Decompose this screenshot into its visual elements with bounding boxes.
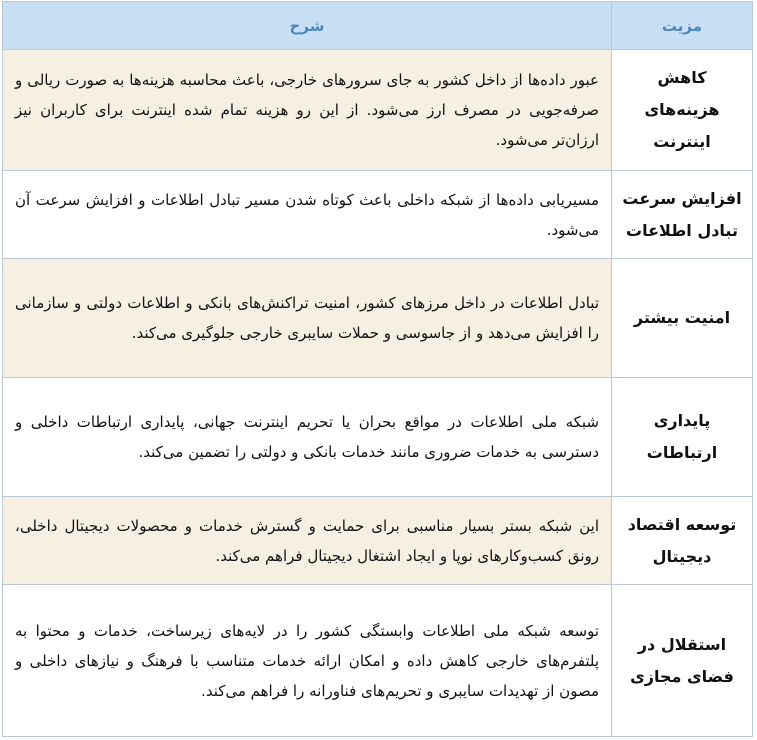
advantages-table bbox=[2, 1, 753, 737]
advantage-line: استقلال در bbox=[637, 634, 727, 654]
table-row bbox=[3, 378, 753, 497]
advantage-cell bbox=[612, 50, 753, 171]
description-cell: عبور داده‌ها از داخل کشور به جای سرورهای خارجی، باعث محاسبه هزینه‌ها به صورت ریالی و صرفه‌جویی در مصرف ارز می‌شود. از این رو هزینه تمام شده اینترنت برای کاربران نیز ارزان‌تر می‌شود. bbox=[3, 50, 612, 171]
advantage-line: افزایش سرعت bbox=[622, 188, 742, 208]
advantages-table-container bbox=[2, 1, 753, 737]
advantage-line: ارتباطات bbox=[646, 443, 718, 462]
header-row bbox=[3, 2, 753, 50]
description-cell: مسیریابی داده‌ها از شبکه داخلی باعث کوتاه شدن مسیر تبادل اطلاعات و افزایش سرعت آن می‌شود. bbox=[3, 171, 612, 259]
description-cell: این شبکه بستر بسیار مناسبی برای حمایت و گسترش خدمات و محصولات دیجیتال داخلی، رونق کسب‌وکارهای نوپا و ایجاد اشتغال دیجیتال فراهم می‌کند. bbox=[3, 497, 612, 585]
table-row bbox=[3, 585, 753, 737]
header-advantage: مزیت bbox=[612, 2, 753, 50]
advantage-line: کاهش bbox=[657, 68, 707, 87]
advantage-cell bbox=[612, 378, 753, 497]
advantage-line: تبادل اطلاعات bbox=[626, 220, 738, 240]
advantage-cell bbox=[612, 585, 753, 737]
advantage-line: توسعه اقتصاد bbox=[627, 514, 737, 534]
header-description: شرح bbox=[3, 2, 612, 50]
advantage-cell bbox=[612, 171, 753, 259]
advantage-line: دیجیتال bbox=[652, 546, 712, 566]
advantage-line: امنیت بیشتر bbox=[633, 308, 731, 327]
advantage-line: پایداری bbox=[653, 411, 711, 430]
advantage-line: اینترنت bbox=[653, 132, 711, 151]
description-cell: تبادل اطلاعات در داخل مرزهای کشور، امنیت تراکنش‌های بانکی و اطلاعات دولتی و سازمانی را افزایش می‌دهد و از جاسوسی و حملات سایبری خارجی جلوگیری می‌کند. bbox=[3, 259, 612, 378]
advantage-line: فضای مجازی bbox=[630, 666, 734, 686]
advantage-line: هزینه‌های bbox=[644, 100, 720, 119]
description-cell: شبکه ملی اطلاعات در مواقع بحران یا تحریم اینترنت جهانی، پایداری ارتباطات داخلی و دسترسی به خدمات ضروری مانند خدمات بانکی و دولتی را تضمین می‌کند. bbox=[3, 378, 612, 497]
advantage-cell bbox=[612, 259, 753, 378]
table-row bbox=[3, 259, 753, 378]
advantage-cell bbox=[612, 497, 753, 585]
table-row bbox=[3, 171, 753, 259]
table-row bbox=[3, 50, 753, 171]
description-cell: توسعه شبکه ملی اطلاعات وابستگی کشور را در لایه‌های زیرساخت، خدمات و محتوا به پلتفرم‌های خارجی کاهش داده و امکان ارائه خدمات متناسب با فرهنگ و نیازهای داخلی و مصون از تهدیدات سایبری و تحریم‌های فناورانه را فراهم می‌کند. bbox=[3, 585, 612, 737]
table-row bbox=[3, 497, 753, 585]
